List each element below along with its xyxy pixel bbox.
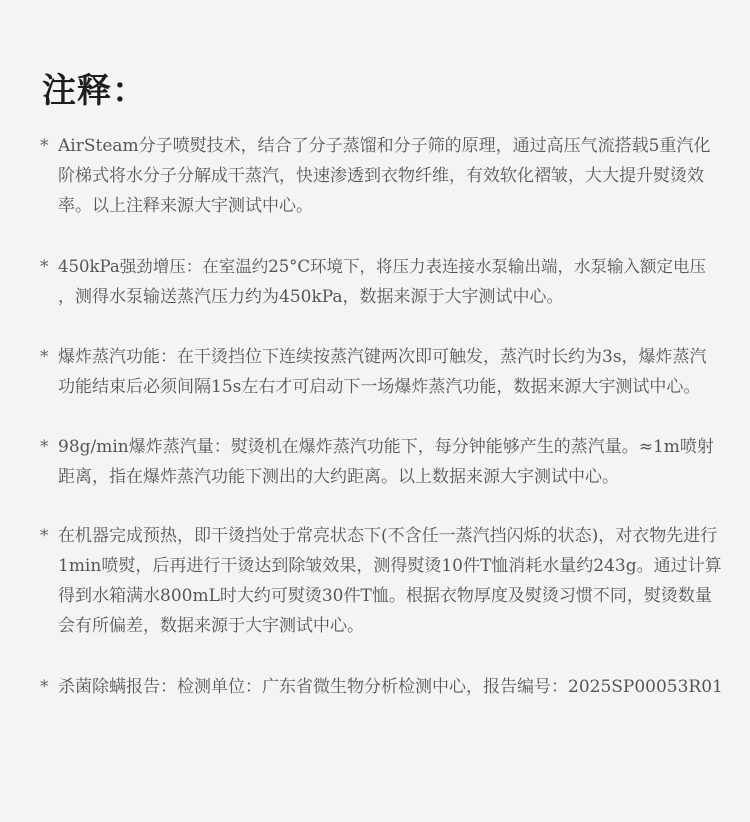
bullet-asterisk: *: [40, 347, 49, 367]
note-text: [58, 131, 724, 221]
note-text: [58, 672, 724, 702]
bullet-asterisk: *: [40, 526, 49, 546]
note-line: 在机器完成预热，即干烫挡处于常亮状态下(不含任一蒸汽挡闪烁的状态)，对衣物先进行: [58, 526, 718, 546]
note-text: [58, 252, 724, 312]
note-line: 率。以上注释来源大宇测试中心。: [58, 196, 313, 216]
note-line: 距离，指在爆炸蒸汽功能下测出的大约距离。以上数据来源大宇测试中心。: [58, 467, 619, 487]
note-line: 得到水箱满水800mL时大约可熨烫30件T恤。根据衣物厚度及熨烫习惯不同，熨烫数量: [58, 586, 712, 606]
page-title: 注释：: [42, 71, 147, 111]
bullet-asterisk: *: [40, 257, 49, 277]
note-line: 会有所偏差，数据来源于大宇测试中心。: [58, 616, 364, 636]
note-line: 杀菌除螨报告：检测单位：广东省微生物分析检测中心，报告编号：2025SP00053R01: [58, 677, 723, 697]
note-line: AirSteam分子喷熨技术，结合了分子蒸馏和分子筛的原理，通过高压气流搭载5重汽化: [58, 136, 711, 156]
note-line: 功能结束后必须间隔15s左右才可启动下一场爆炸蒸汽功能，数据来源大宇测试中心。: [58, 377, 701, 397]
note-line: 1min喷熨，后再进行干烫达到除皱效果，测得熨烫10件T恤消耗水量约243g。通过计算: [58, 556, 722, 576]
bullet-asterisk: *: [40, 437, 49, 457]
bullet-asterisk: *: [40, 136, 49, 156]
bullet-asterisk: *: [40, 677, 49, 697]
note-line: 爆炸蒸汽功能：在干烫挡位下连续按蒸汽键两次即可触发，蒸汽时长约为3s，爆炸蒸汽: [58, 347, 707, 367]
note-line: 98g/min爆炸蒸汽量：熨烫机在爆炸蒸汽功能下，每分钟能够产生的蒸汽量。≈1m喷射: [58, 437, 714, 457]
note-text: [58, 432, 724, 492]
note-line: 阶梯式将水分子分解成干蒸汽，快速渗透到衣物纤维，有效软化褶皱，大大提升熨烫效: [58, 166, 704, 186]
note-line: ，测得水泵输送蒸汽压力约为450kPa，数据来源于大宇测试中心。: [58, 287, 564, 307]
note-line: 450kPa强劲增压：在室温约25°C环境下，将压力表连接水泵输出端，水泵输入额定电压: [58, 257, 707, 276]
note-text: [58, 342, 724, 402]
note-text: [58, 521, 724, 641]
